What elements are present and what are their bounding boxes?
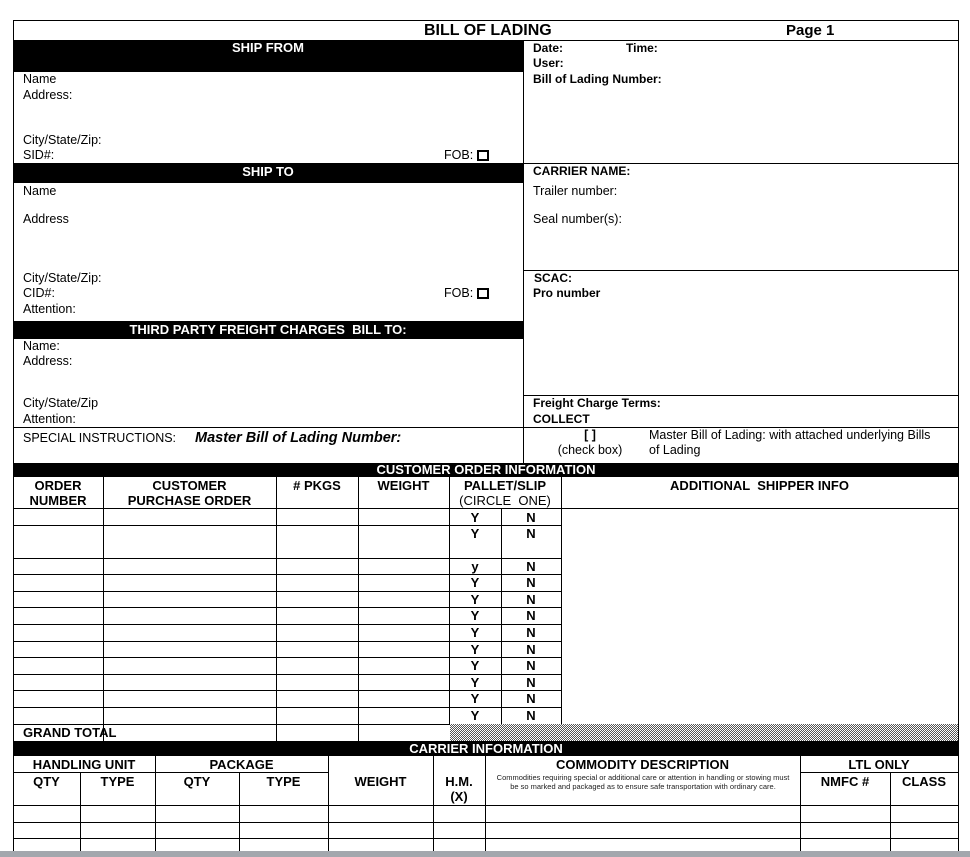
table-row-line bbox=[13, 690, 561, 691]
document-title: BILL OF LADING bbox=[424, 22, 552, 39]
pallet-yes-option[interactable]: Y bbox=[470, 691, 480, 706]
hm-header bbox=[433, 774, 485, 804]
ltl-only-header: LTL ONLY bbox=[848, 757, 910, 772]
table-row-line bbox=[13, 641, 561, 642]
carrier-name-label: CARRIER NAME: bbox=[533, 164, 631, 178]
divider bbox=[523, 270, 959, 271]
frame-left bbox=[13, 20, 14, 851]
fob-checkbox-icon[interactable] bbox=[477, 150, 489, 161]
col-line bbox=[80, 772, 81, 851]
bol-number-label: Bill of Lading Number: bbox=[533, 72, 662, 86]
pallet-no-option[interactable]: N bbox=[526, 592, 536, 607]
grand-total-label: GRAND TOTAL bbox=[23, 725, 117, 740]
hm-line2: (X) bbox=[450, 789, 468, 804]
ship-from-city-label: City/State/Zip: bbox=[23, 133, 102, 147]
ship-from-fob-label: FOB: bbox=[444, 148, 474, 162]
master-bol-number-label: Master Bill of Lading Number: bbox=[195, 430, 402, 446]
ship-from-name-label: Name bbox=[23, 72, 57, 86]
ship-from-fob[interactable] bbox=[444, 148, 489, 163]
col-line bbox=[433, 756, 434, 851]
col-line bbox=[276, 477, 277, 741]
trailer-number-label: Trailer number: bbox=[533, 184, 618, 198]
customer-order-header bbox=[13, 463, 959, 477]
page-number: Page 1 bbox=[786, 22, 835, 39]
frame-top bbox=[13, 20, 959, 21]
third-party-header bbox=[13, 321, 523, 339]
master-bol-checkbox[interactable]: [ ] bbox=[584, 428, 596, 442]
third-party-city-label: City/State/Zip bbox=[23, 396, 99, 410]
ship-to-fob[interactable] bbox=[444, 286, 489, 301]
ship-to-name-label: Name bbox=[23, 184, 57, 198]
pallet-no-option[interactable]: N bbox=[526, 642, 536, 657]
ship-from-header bbox=[13, 40, 523, 72]
col-customer-po-line1: CUSTOMER bbox=[152, 478, 227, 493]
pallet-no-option[interactable]: N bbox=[526, 575, 536, 590]
pallet-no-option[interactable]: N bbox=[526, 608, 536, 623]
pallet-yes-option[interactable]: Y bbox=[470, 642, 480, 657]
divider bbox=[13, 772, 328, 773]
user-label: User: bbox=[533, 56, 564, 70]
ship-to-title: SHIP TO bbox=[242, 164, 294, 179]
seal-number-label: Seal number(s): bbox=[533, 212, 622, 226]
package-header: PACKAGE bbox=[209, 757, 274, 772]
col-line bbox=[449, 477, 450, 724]
window-bottom-edge bbox=[0, 851, 970, 857]
col-line bbox=[358, 477, 359, 741]
table-row-line bbox=[13, 624, 561, 625]
pallet-no-option[interactable]: N bbox=[526, 510, 536, 525]
ship-to-city-label: City/State/Zip: bbox=[23, 271, 102, 285]
table-row-line bbox=[13, 707, 561, 708]
freight-terms-value: COLLECT bbox=[533, 412, 590, 426]
fob-checkbox-icon[interactable] bbox=[477, 288, 489, 299]
col-order-number bbox=[13, 478, 103, 508]
pallet-yes-option[interactable]: Y bbox=[470, 675, 480, 690]
col-line bbox=[155, 756, 156, 851]
ship-to-fob-label: FOB: bbox=[444, 286, 474, 300]
frame-right bbox=[958, 20, 959, 851]
col-order-number-line1: ORDER bbox=[34, 478, 82, 493]
pkg-type-header: TYPE bbox=[266, 774, 301, 789]
ship-from-sid-label: SID#: bbox=[23, 148, 55, 162]
col-line bbox=[890, 772, 891, 851]
date-label: Date: bbox=[533, 41, 564, 55]
ship-to-cid-label: CID#: bbox=[23, 286, 55, 300]
pallet-no-option[interactable]: N bbox=[526, 625, 536, 640]
shaded-area bbox=[450, 724, 958, 741]
col-line bbox=[103, 477, 104, 741]
col-pallet-line1: PALLET/SLIP bbox=[463, 478, 547, 493]
pallet-yes-option[interactable]: Y bbox=[470, 510, 480, 525]
pallet-yes-option[interactable]: Y bbox=[470, 708, 480, 723]
table-row-line bbox=[13, 657, 561, 658]
handling-unit-header: HANDLING UNIT bbox=[32, 757, 136, 772]
col-customer-po-line2: PURCHASE ORDER bbox=[127, 493, 252, 508]
ship-to-header bbox=[13, 163, 523, 183]
commodity-note: Commodities requiring special or additional care or attention in handling or stowing must be so marked and packaged as to ensure safe transportation with ordinary care. bbox=[496, 773, 790, 791]
carrier-info-header bbox=[13, 741, 959, 756]
hu-type-header: TYPE bbox=[100, 774, 135, 789]
third-party-title: THIRD PARTY FREIGHT CHARGES BILL TO: bbox=[129, 322, 407, 337]
pallet-yes-option[interactable]: Y bbox=[470, 575, 480, 590]
col-pallet-line2: (CIRCLE ONE) bbox=[459, 493, 551, 508]
third-party-name-label: Name: bbox=[23, 339, 60, 353]
divider bbox=[13, 508, 959, 509]
col-pkgs: # PKGS bbox=[293, 478, 341, 493]
checkbox-caption: (check box) bbox=[557, 443, 623, 457]
pro-number-label: Pro number bbox=[533, 286, 601, 300]
table-row-line bbox=[13, 591, 561, 592]
freight-terms-label: Freight Charge Terms: bbox=[533, 396, 661, 410]
table-row-line bbox=[13, 574, 561, 575]
table-row-line bbox=[13, 558, 561, 559]
col-additional-shipper-info: ADDITIONAL SHIPPER INFO bbox=[670, 478, 849, 493]
pallet-yes-option[interactable]: Y bbox=[470, 658, 480, 673]
weight-header: WEIGHT bbox=[354, 774, 407, 789]
hu-qty-header: QTY bbox=[33, 774, 60, 789]
center-divider bbox=[523, 40, 524, 463]
pallet-yes-option[interactable]: Y bbox=[470, 592, 480, 607]
carrier-info-title: CARRIER INFORMATION bbox=[409, 741, 563, 756]
col-line bbox=[485, 756, 486, 851]
divider bbox=[800, 772, 958, 773]
col-line bbox=[800, 756, 801, 851]
pallet-no-option[interactable]: N bbox=[526, 658, 536, 673]
nmfc-header: NMFC # bbox=[820, 774, 870, 789]
col-line bbox=[328, 756, 329, 851]
special-instructions-label: SPECIAL INSTRUCTIONS: bbox=[23, 431, 177, 445]
pallet-no-option[interactable]: N bbox=[526, 708, 536, 723]
scac-label: SCAC: bbox=[534, 271, 572, 285]
master-bol-line-1: Master Bill of Lading: with attached underlying Bills bbox=[649, 428, 931, 442]
col-line bbox=[501, 508, 502, 724]
customer-order-title: CUSTOMER ORDER INFORMATION bbox=[376, 462, 596, 477]
ship-to-attention-label: Attention: bbox=[23, 302, 76, 316]
ship-from-address-label: Address: bbox=[23, 88, 73, 102]
master-bol-line-2: of Lading bbox=[649, 443, 701, 457]
time-label: Time: bbox=[626, 41, 658, 55]
ship-to-address-label: Address bbox=[23, 212, 69, 226]
pkg-qty-header: QTY bbox=[183, 774, 211, 789]
pallet-yes-option[interactable]: Y bbox=[470, 526, 480, 541]
col-order-number-line2: NUMBER bbox=[29, 493, 87, 508]
pallet-no-option[interactable]: N bbox=[526, 675, 536, 690]
ship-from-title: SHIP FROM bbox=[232, 40, 304, 55]
col-weight: WEIGHT bbox=[377, 478, 430, 493]
col-line bbox=[561, 477, 562, 724]
commodity-header: COMMODITY DESCRIPTION bbox=[555, 757, 730, 772]
table-row-line bbox=[13, 607, 561, 608]
col-pallet-slip bbox=[449, 478, 561, 508]
col-customer-po bbox=[103, 478, 276, 508]
pallet-no-option[interactable]: N bbox=[526, 526, 536, 541]
pallet-no-option[interactable]: N bbox=[526, 559, 536, 574]
class-header: CLASS bbox=[901, 774, 947, 789]
pallet-no-option[interactable]: N bbox=[526, 691, 536, 706]
third-party-attention-label: Attention: bbox=[23, 412, 76, 426]
table-row-line bbox=[13, 525, 561, 526]
pallet-yes-option[interactable]: Y bbox=[470, 625, 480, 640]
pallet-yes-option[interactable]: y bbox=[471, 559, 479, 574]
pallet-yes-option[interactable]: Y bbox=[470, 608, 480, 623]
hm-line1: H.M. bbox=[445, 774, 473, 789]
third-party-address-label: Address: bbox=[23, 354, 73, 368]
table-row-line bbox=[13, 674, 561, 675]
col-line bbox=[239, 772, 240, 851]
